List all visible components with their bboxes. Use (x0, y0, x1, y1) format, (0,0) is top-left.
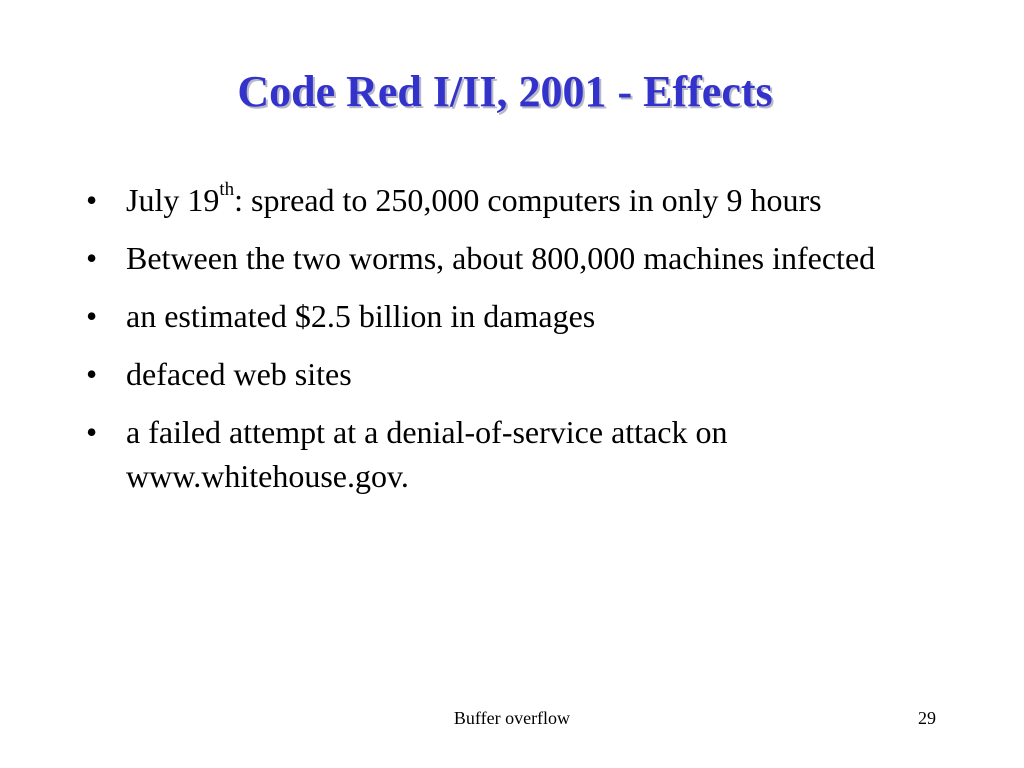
bullet-item-5 (86, 410, 936, 498)
bullet-icon: • (86, 240, 98, 276)
bullet-icon: • (86, 356, 98, 392)
footer-title: Buffer overflow (453, 708, 571, 728)
bullet-text-1-pre: July 19 (126, 182, 220, 218)
bullet-item-3 (86, 294, 936, 338)
bullet-icon: • (86, 298, 98, 334)
bullet-item-2 (86, 236, 936, 280)
bullet-text-1-post: : spread to 250,000 computers in only 9 hours (234, 182, 822, 218)
bullet-text-3: an estimated $2.5 billion in damages (126, 298, 596, 334)
bullet-icon: • (86, 182, 98, 218)
page-number: 29 (918, 708, 936, 728)
bullet-text-4: defaced web sites (126, 356, 352, 392)
bullet-list (86, 178, 936, 512)
bullet-text-1-sup: th (219, 179, 235, 201)
bullet-item-4 (86, 352, 936, 396)
bullet-text-5: a failed attempt at a denial-of-service attack on www.whitehouse.gov. (126, 414, 728, 494)
bullet-item-1 (86, 178, 936, 222)
bullet-icon: • (86, 414, 98, 450)
bullet-text-2: Between the two worms, about 800,000 machines infected (126, 240, 876, 276)
slide-title: Code Red I/II, 2001 - Effects (237, 67, 773, 116)
